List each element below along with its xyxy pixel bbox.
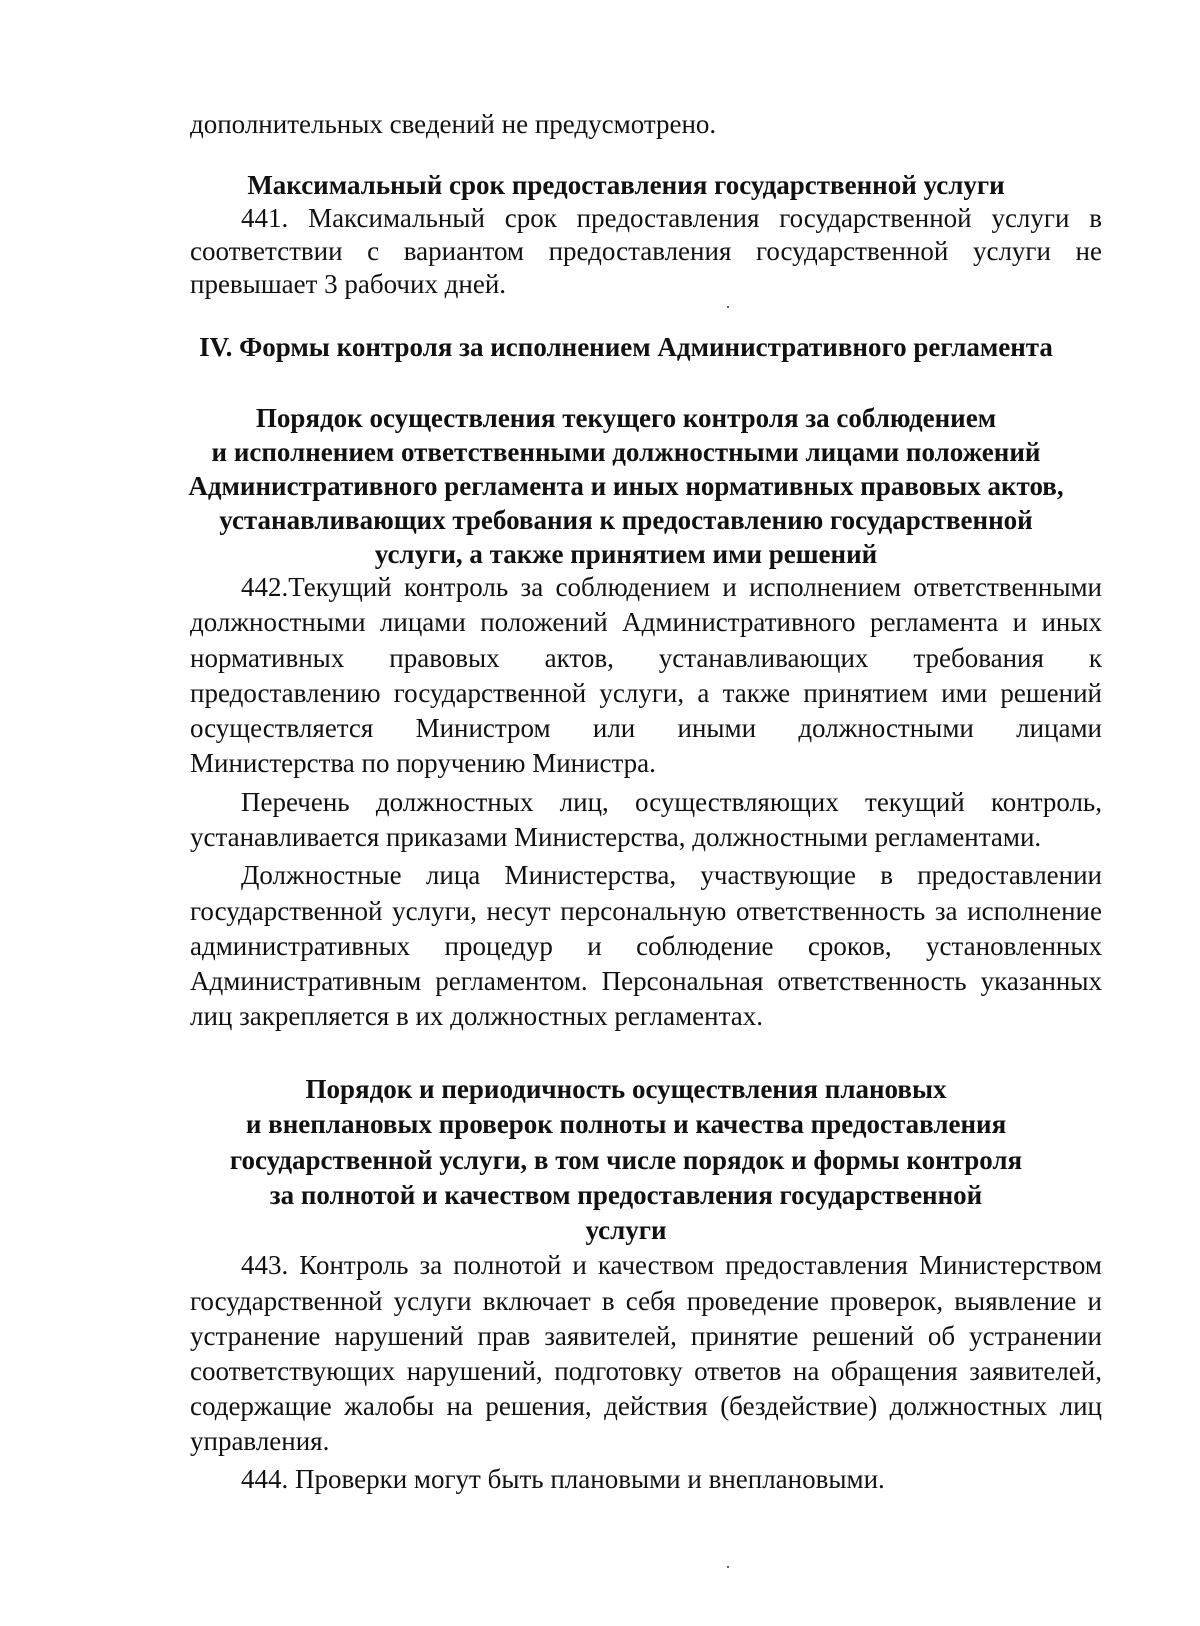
- paragraph-442-line-5: осуществляется Министром или иными должностными лицами: [190, 713, 1102, 743]
- paragraph-443-line-1: 443. Контроль за полнотой и качеством предоставления Министерством: [241, 1250, 1102, 1280]
- paragraph-441-line-2: соответствии с вариантом предоставления государственной услуги не: [190, 236, 1102, 266]
- paragraph-443-line-4: соответствующих нарушений, подготовку ответов на обращения заявителей,: [190, 1356, 1102, 1386]
- heading-current-control-line-1: Порядок осуществления текущего контроля за соблюдением: [255, 403, 997, 433]
- paragraph-443-line-5: содержащие жалобы на решения, действия (бездействие) должностных лиц: [190, 1391, 1102, 1421]
- paragraph-442-line-2: должностными лицами положений Административного регламента и иных: [190, 607, 1102, 637]
- intro-line: дополнительных сведений не предусмотрено.: [190, 109, 717, 139]
- heading-current-control-line-3: Административного регламента и иных нормативных правовых актов,: [188, 471, 1064, 501]
- paragraph-442-line-1: 442.Текущий контроль за соблюдением и исполнением ответственными: [241, 572, 1102, 602]
- heading-current-control-line-4: устанавливающих требования к предоставлению государственной: [219, 505, 1033, 535]
- paragraph-442-line-4: предоставлению государственной услуги, а также принятием ими решений: [190, 678, 1102, 708]
- heading-inspections-line-4: за полнотой и качеством предоставления государственной: [269, 1180, 983, 1210]
- paragraph-443-line-3: устранение нарушений прав заявителей, принятие решений об устранении: [190, 1321, 1102, 1351]
- paragraph-441-line-3: превышает 3 рабочих дней.: [190, 269, 507, 299]
- paragraph-442-line-3: нормативных правовых актов, устанавливающих требования к: [190, 643, 1102, 673]
- heading-inspections-line-5: услуги: [585, 1215, 667, 1245]
- heading-inspections-line-3: государственной услуги, в том числе порядок и формы контроля: [229, 1145, 1023, 1175]
- heading-current-control-line-5: услуги, а также принятием ими решений: [374, 539, 878, 569]
- paragraph-444: 444. Проверки могут быть плановыми и внеплановыми.: [241, 1464, 885, 1494]
- paragraph-responsibility-line-3: административных процедур и соблюдение сроков, установленных: [190, 931, 1102, 961]
- scan-speck: [727, 306, 729, 308]
- paragraph-responsibility-line-5: лиц закрепляется в их должностных регламентах.: [190, 1001, 763, 1031]
- heading-current-control-line-2: и исполнением ответственными должностными лицами положений: [211, 437, 1041, 467]
- chapter-title: IV. Формы контроля за исполнением Административного регламента: [199, 332, 1053, 362]
- paragraph-441-line-1: 441. Максимальный срок предоставления государственной услуги в: [241, 203, 1102, 233]
- scan-speck: [727, 1566, 729, 1568]
- paragraph-443-line-6: управления.: [190, 1426, 330, 1456]
- paragraph-list-line-1: Перечень должностных лиц, осуществляющих текущий контроль,: [241, 787, 1102, 817]
- paragraph-443-line-2: государственной услуги включает в себя проведение проверок, выявление и: [190, 1286, 1102, 1316]
- paragraph-responsibility-line-4: Административным регламентом. Персональная ответственность указанных: [190, 966, 1102, 996]
- paragraph-list-line-2: устанавливается приказами Министерства, должностными регламентами.: [190, 822, 1042, 852]
- paragraph-responsibility-line-1: Должностные лица Министерства, участвующие в предоставлении: [241, 860, 1102, 890]
- paragraph-442-line-6: Министерства по поручению Министра.: [190, 748, 656, 778]
- heading-max-term: Максимальный срок предоставления государственной услуги: [247, 170, 1005, 200]
- heading-inspections-line-2: и внеплановых проверок полноты и качества предоставления: [245, 1109, 1007, 1139]
- paragraph-responsibility-line-2: государственной услуги, несут персональную ответственность за исполнение: [190, 896, 1102, 926]
- heading-inspections-line-1: Порядок и периодичность осуществления плановых: [305, 1074, 947, 1104]
